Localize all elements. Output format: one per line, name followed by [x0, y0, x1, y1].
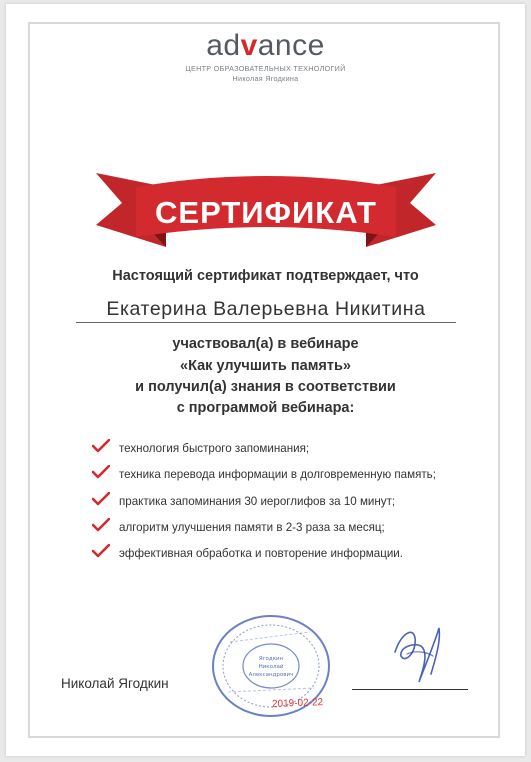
- signer-name: Николай Ягодкин: [61, 676, 169, 691]
- signature-line: [352, 689, 468, 690]
- red-check-icon: [92, 439, 110, 453]
- certificate-ribbon: [96, 165, 436, 263]
- svg-text:Николай: Николай: [258, 664, 284, 670]
- logo-subtitle: ЦЕНТР ОБРАЗОВАТЕЛЬНЫХ ТЕХНОЛОГИЙ: [185, 64, 346, 73]
- list-item: [92, 521, 436, 547]
- topic-text: техника перевода информации в долговременную память;: [119, 468, 436, 482]
- topic-text: алгоритм улучшения памяти в 2-3 раза за месяц;: [119, 520, 385, 534]
- topic-text: эффективная обработка и повторение информации.: [119, 547, 404, 561]
- logo-subtitle-name: Николая Ягодкина: [232, 74, 299, 83]
- red-check-icon: [92, 492, 110, 506]
- red-check-icon: [92, 465, 110, 479]
- logo-word-part: ad: [206, 29, 241, 62]
- logo-check-letter: v: [240, 29, 258, 62]
- logo-wordmark: [206, 30, 325, 62]
- certificate-title: СЕРТИФИКАТ: [155, 195, 377, 230]
- stamp-date: 2019-02-22: [271, 697, 324, 710]
- topic-text: практика запоминания 30 иероглифов за 10 минут;: [119, 494, 396, 508]
- list-item: [92, 495, 436, 521]
- participation-text: участвовал(а) в вебинаре: [172, 336, 359, 352]
- red-check-icon: [92, 544, 110, 558]
- intro-text: Настоящий сертификат подтверждает, что: [112, 268, 419, 284]
- topics-list: [92, 442, 436, 573]
- recipient-name: Екатерина Валерьевна Никитина: [76, 298, 456, 323]
- list-item: [92, 442, 436, 468]
- red-check-icon: [92, 518, 110, 532]
- knowledge-text: и получил(а) знания в соответствии: [135, 379, 396, 395]
- handwritten-signature: [355, 612, 475, 692]
- webinar-title: «Как улучшить память»: [180, 358, 351, 374]
- program-text: с программой вебинара:: [176, 400, 355, 416]
- svg-text:Ягодкин: Ягодкин: [258, 656, 284, 662]
- list-item: [92, 468, 436, 494]
- topic-text: технология быстрого запоминания;: [119, 442, 310, 455]
- logo-word-part: ance: [257, 29, 325, 62]
- svg-text:Александрович: Александрович: [248, 672, 294, 678]
- logo: [0, 30, 531, 83]
- list-item: [92, 547, 436, 573]
